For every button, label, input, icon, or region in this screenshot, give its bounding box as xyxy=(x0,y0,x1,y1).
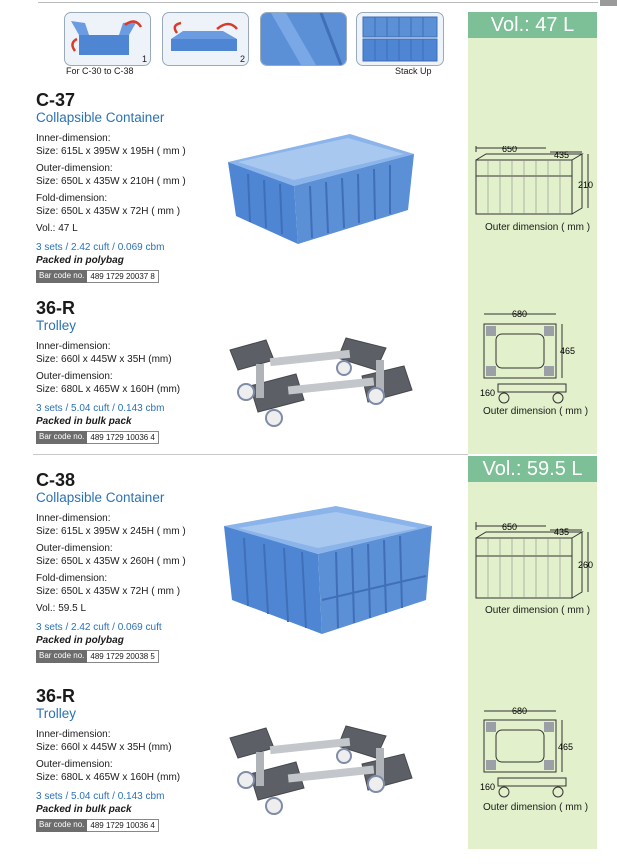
stacked-containers-icon xyxy=(357,13,443,65)
barcode-row xyxy=(36,650,236,663)
dim-width-label: 435 xyxy=(554,527,570,537)
outer-dimension-caption: Outer dimension ( mm ) xyxy=(483,802,589,813)
packing-info: 3 sets / 5.04 cuft / 0.143 cbm xyxy=(36,403,165,414)
dim-label: Inner-dimension: xyxy=(36,133,111,144)
thumb-caption-left: For C-30 to C-38 xyxy=(66,66,134,76)
volume-line: Vol.: 47 L xyxy=(36,223,78,234)
fold-step-1-thumbnail xyxy=(64,12,151,66)
product-code: C-38 xyxy=(36,470,76,490)
trolley-photo xyxy=(226,718,416,818)
product-c38-info xyxy=(36,470,236,663)
container-closeup-icon xyxy=(261,13,346,65)
thumb-step-number: 2 xyxy=(239,54,245,64)
dim-height-label: 160 xyxy=(480,782,496,792)
barcode-number: 489 1729 10036 4 xyxy=(87,431,159,444)
barcode-label: Bar code no. xyxy=(36,270,87,283)
trolley-dimension-diagram xyxy=(478,308,588,416)
dim-length-label: 650 xyxy=(502,146,518,154)
dim-label: Inner-dimension: xyxy=(36,341,111,352)
packing-info: 3 sets / 2.42 cuft / 0.069 cbm xyxy=(36,242,165,253)
page-corner-mark xyxy=(600,0,617,6)
packing-info: 3 sets / 5.04 cuft / 0.143 cbm xyxy=(36,791,165,802)
dim-value: Size: 660l x 445W x 35H (mm) xyxy=(36,354,172,365)
barcode-row xyxy=(36,431,236,444)
dim-label: Outer-dimension: xyxy=(36,371,113,382)
dim-label: Inner-dimension: xyxy=(36,729,111,740)
thumb-caption-right: Stack Up xyxy=(395,66,432,76)
product-name: Collapsible Container xyxy=(36,490,165,505)
volume-line: Vol.: 59.5 L xyxy=(36,603,87,614)
dim-value: Size: 615L x 395W x 195H ( mm ) xyxy=(36,146,186,157)
dim-value: Size: 650L x 435W x 72H ( mm ) xyxy=(36,586,181,597)
product-code: 36-R xyxy=(36,298,76,318)
barcode-number: 489 1729 20038 5 xyxy=(87,650,159,663)
volume-banner: Vol.: 47 L xyxy=(468,12,597,38)
product-name: Collapsible Container xyxy=(36,110,165,125)
trolley-photo xyxy=(226,330,416,430)
dim-length-label: 650 xyxy=(502,522,518,532)
dim-value: Size: 680L x 465W x 160H (mm) xyxy=(36,772,181,783)
outer-dimension-caption: Outer dimension ( mm ) xyxy=(485,222,591,233)
container-photo xyxy=(218,124,418,250)
dim-width-label: 465 xyxy=(558,742,574,752)
product-36r-info xyxy=(36,298,236,444)
barcode-label: Bar code no. xyxy=(36,431,87,444)
thumb-step-number: 1 xyxy=(141,54,147,64)
dim-width-label: 435 xyxy=(554,150,570,160)
outer-dimension-diagram xyxy=(470,146,596,220)
dim-label: Outer-dimension: xyxy=(36,163,113,174)
pack-style: Packed in polybag xyxy=(36,255,124,266)
dim-label: Fold-dimension: xyxy=(36,573,108,584)
product-c37-info xyxy=(36,90,236,283)
section-divider xyxy=(33,454,468,455)
pack-style: Packed in polybag xyxy=(36,635,124,646)
dim-width-label: 465 xyxy=(560,346,576,356)
dim-label: Inner-dimension: xyxy=(36,513,111,524)
barcode-row xyxy=(36,819,236,832)
barcode-number: 489 1729 20037 8 xyxy=(87,270,159,283)
outer-dimension-diagram xyxy=(470,522,596,602)
outer-dimension-caption: Outer dimension ( mm ) xyxy=(485,605,591,616)
dim-label: Outer-dimension: xyxy=(36,543,113,554)
barcode-label: Bar code no. xyxy=(36,819,87,832)
dim-height-label: 260 xyxy=(578,560,594,570)
packing-info: 3 sets / 2.42 cuft / 0.069 cuft xyxy=(36,622,162,633)
dim-height-label: 160 xyxy=(480,388,496,398)
dim-height-label: 210 xyxy=(578,180,594,190)
dim-value: Size: 615L x 395W x 245H ( mm ) xyxy=(36,526,186,537)
dim-label: Fold-dimension: xyxy=(36,193,108,204)
product-name: Trolley xyxy=(36,318,77,333)
container-closeup-thumbnail xyxy=(260,12,347,66)
dim-value: Size: 680L x 465W x 160H (mm) xyxy=(36,384,181,395)
dim-length-label: 680 xyxy=(512,309,528,319)
dim-label: Outer-dimension: xyxy=(36,759,113,770)
barcode-label: Bar code no. xyxy=(36,650,87,663)
dim-value: Size: 650L x 435W x 260H ( mm ) xyxy=(36,556,186,567)
product-36r-info xyxy=(36,686,236,832)
pack-style: Packed in bulk pack xyxy=(36,804,132,815)
barcode-row xyxy=(36,270,236,283)
container-photo xyxy=(218,504,438,638)
top-rule xyxy=(38,2,598,3)
barcode-number: 489 1729 10036 4 xyxy=(87,819,159,832)
product-code: 36-R xyxy=(36,686,76,706)
pack-style: Packed in bulk pack xyxy=(36,416,132,427)
fold-step-2-thumbnail xyxy=(162,12,249,66)
dim-value: Size: 650L x 435W x 210H ( mm ) xyxy=(36,176,186,187)
volume-banner: Vol.: 59.5 L xyxy=(468,456,597,482)
product-code: C-37 xyxy=(36,90,76,110)
folding-container-icon xyxy=(163,13,248,65)
dim-value: Size: 660l x 445W x 35H (mm) xyxy=(36,742,172,753)
folding-container-icon xyxy=(65,13,150,65)
product-name: Trolley xyxy=(36,706,77,721)
trolley-dimension-diagram xyxy=(478,706,588,806)
dim-value: Size: 650L x 435W x 72H ( mm ) xyxy=(36,206,181,217)
outer-dimension-caption: Outer dimension ( mm ) xyxy=(483,406,589,417)
dim-length-label: 680 xyxy=(512,706,528,716)
stack-up-thumbnail xyxy=(356,12,444,66)
